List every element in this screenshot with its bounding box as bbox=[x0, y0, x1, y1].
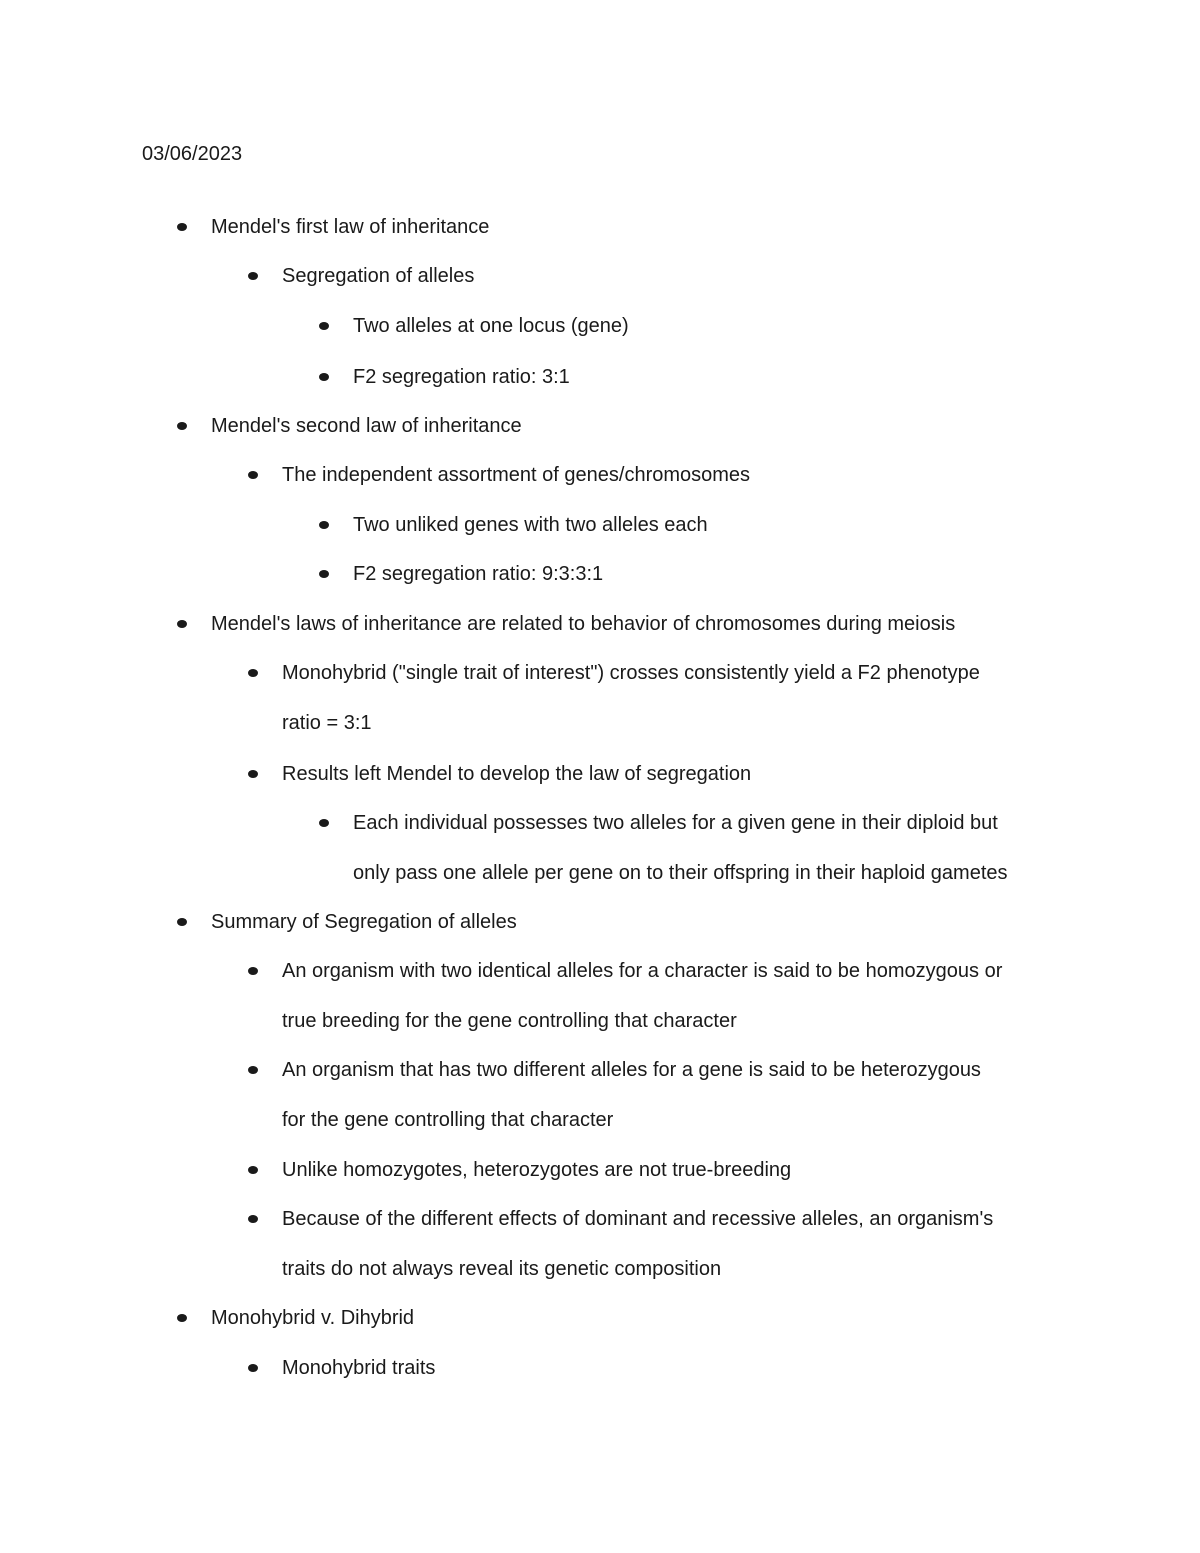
bullet-icon bbox=[248, 669, 258, 677]
list-item-text: F2 segregation ratio: 9:3:3:1 bbox=[353, 563, 604, 585]
list-item bbox=[282, 1158, 791, 1182]
bullet-icon bbox=[248, 272, 258, 280]
bullet-icon bbox=[319, 570, 329, 578]
bullet-icon bbox=[177, 918, 187, 926]
list-item-text: F2 segregation ratio: 3:1 bbox=[353, 366, 570, 388]
bullet-icon bbox=[319, 322, 329, 330]
bullet-icon bbox=[177, 620, 187, 628]
list-item bbox=[282, 661, 980, 735]
bullet-icon bbox=[248, 1215, 258, 1223]
bullet-icon bbox=[177, 223, 187, 231]
bullet-icon bbox=[248, 967, 258, 975]
list-item-text: Segregation of alleles bbox=[282, 265, 475, 287]
list-item-text: Summary of Segregation of alleles bbox=[211, 911, 517, 933]
list-item bbox=[353, 513, 708, 537]
list-item-text: Mendel's first law of inheritance bbox=[211, 216, 490, 238]
list-item-text: Results left Mendel to develop the law of segregation bbox=[282, 763, 752, 785]
list-item-text-continuation: true breeding for the gene controlling that character bbox=[282, 1009, 737, 1032]
list-item bbox=[282, 1356, 435, 1380]
document-date: 03/06/2023 bbox=[142, 143, 243, 165]
list-item-text: Because of the different effects of dominant and recessive alleles, an organism's bbox=[282, 1208, 994, 1230]
list-item-text-continuation: traits do not always reveal its genetic composition bbox=[282, 1257, 722, 1280]
bullet-icon bbox=[248, 1166, 258, 1174]
list-item-text: The independent assortment of genes/chromosomes bbox=[282, 464, 751, 486]
bullet-icon bbox=[248, 1066, 258, 1074]
list-item-text: Mendel's laws of inheritance are related to behavior of chromosomes during meiosis bbox=[211, 613, 956, 635]
bullet-icon bbox=[319, 819, 329, 827]
list-item-text: Each individual possesses two alleles for a given gene in their diploid but bbox=[353, 812, 998, 834]
bullet-icon bbox=[319, 521, 329, 529]
list-item-text: An organism with two identical alleles for a character is said to be homozygous or bbox=[282, 960, 1003, 982]
bullet-icon bbox=[248, 471, 258, 479]
list-item bbox=[353, 365, 570, 389]
bullet-icon bbox=[177, 1314, 187, 1322]
list-item bbox=[353, 562, 603, 586]
list-item-text: Two unliked genes with two alleles each bbox=[353, 514, 708, 536]
list-item-text-continuation: only pass one allele per gene on to their offspring in their haploid gametes bbox=[353, 861, 1008, 884]
bullet-icon bbox=[248, 770, 258, 778]
list-item bbox=[282, 264, 474, 288]
bullet-icon bbox=[177, 422, 187, 430]
list-item bbox=[282, 1207, 993, 1281]
list-item-text: Monohybrid traits bbox=[282, 1357, 436, 1379]
list-item-text: Two alleles at one locus (gene) bbox=[353, 315, 629, 337]
list-item bbox=[211, 414, 522, 438]
list-item bbox=[211, 1306, 414, 1330]
list-item-text: Monohybrid ("single trait of interest") crosses consistently yield a F2 phenotype bbox=[282, 662, 980, 684]
list-item-text-continuation: ratio = 3:1 bbox=[282, 711, 372, 734]
list-item bbox=[353, 314, 629, 338]
bullet-icon bbox=[319, 373, 329, 381]
list-item-text: Mendel's second law of inheritance bbox=[211, 415, 522, 437]
list-item bbox=[211, 910, 517, 934]
list-item bbox=[282, 1058, 981, 1132]
bullet-icon bbox=[248, 1364, 258, 1372]
list-item bbox=[211, 215, 489, 239]
list-item-text: An organism that has two different alleles for a gene is said to be heterozygous bbox=[282, 1059, 981, 1081]
list-item bbox=[282, 959, 1002, 1033]
list-item bbox=[353, 811, 1008, 885]
list-item bbox=[211, 612, 955, 636]
list-item-text: Monohybrid v. Dihybrid bbox=[211, 1307, 415, 1329]
list-item bbox=[282, 762, 751, 786]
list-item bbox=[282, 463, 750, 487]
list-item-text-continuation: for the gene controlling that character bbox=[282, 1108, 614, 1131]
list-item-text: Unlike homozygotes, heterozygotes are not true-breeding bbox=[282, 1159, 792, 1181]
